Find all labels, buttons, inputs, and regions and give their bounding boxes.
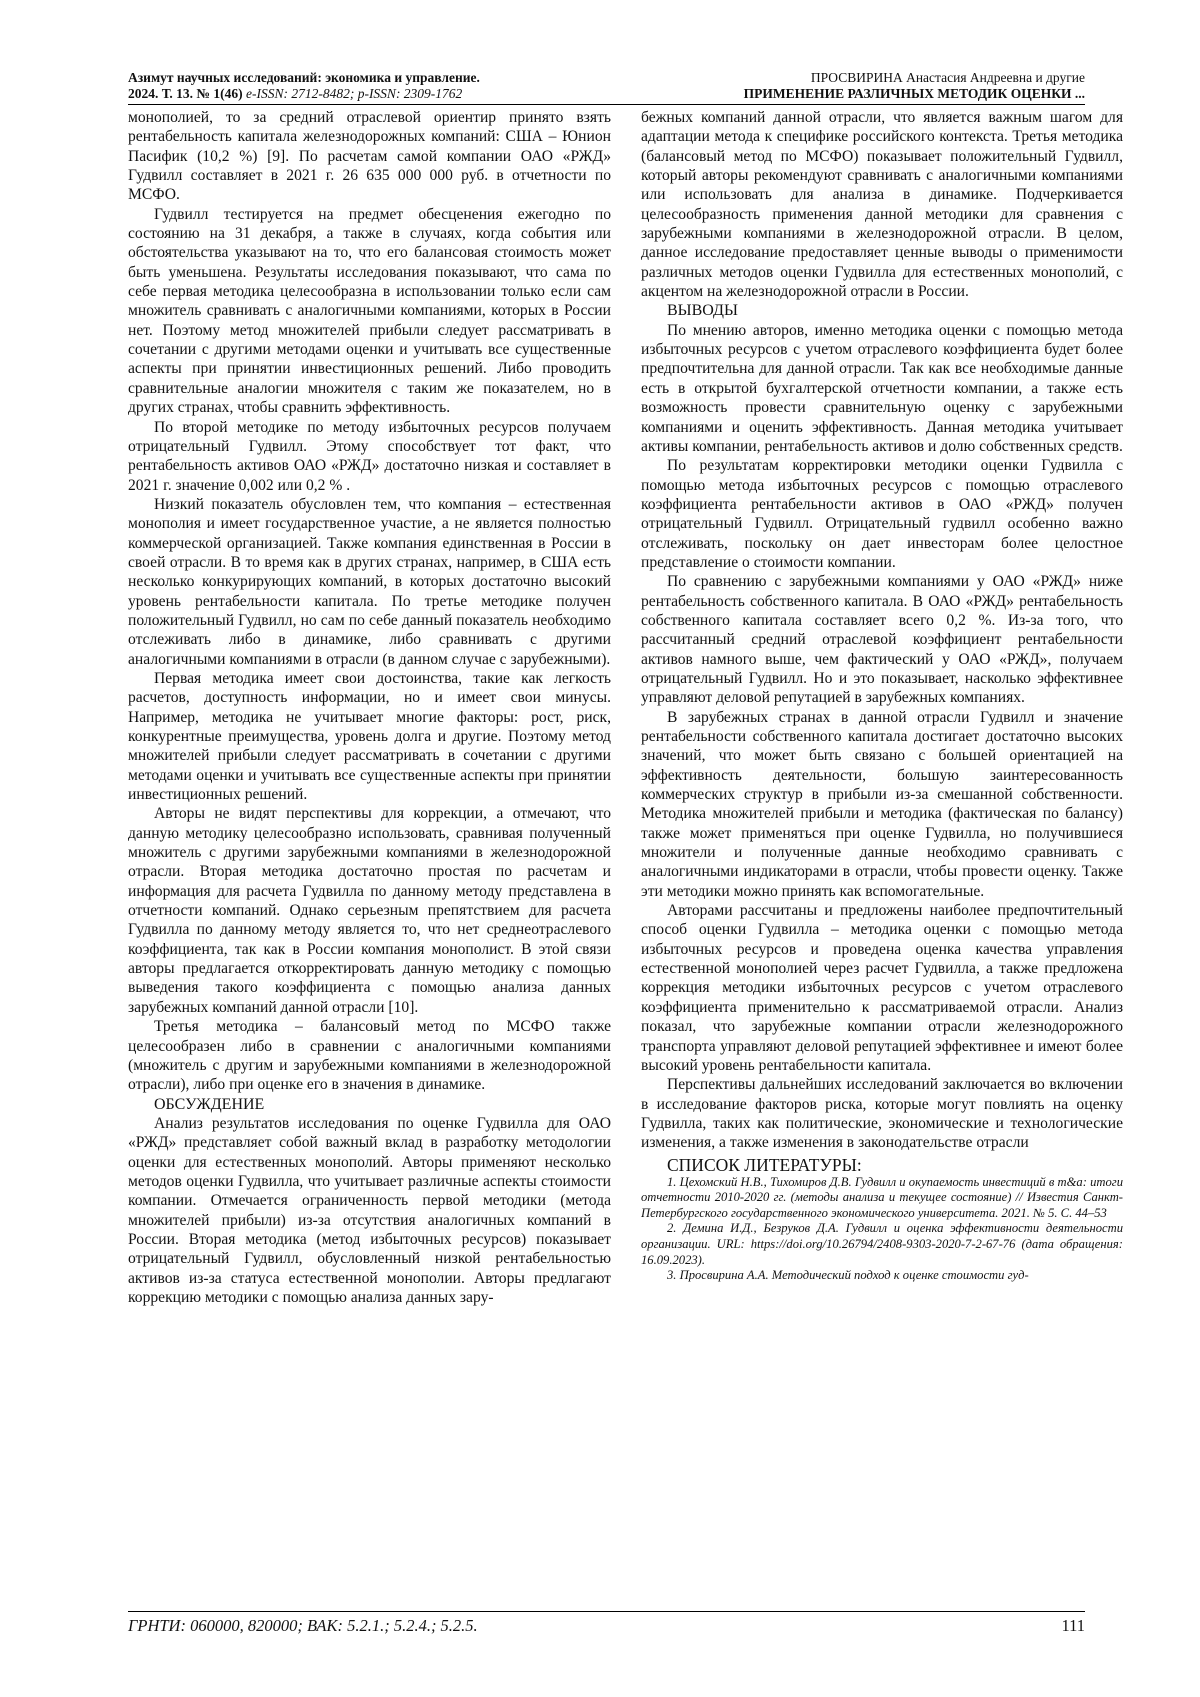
journal-issue: 2024. Т. 13. № 1(46) xyxy=(128,86,243,101)
paragraph: В зарубежных странах в данной отрасли Гудвилл и значение рентабельности собственного капитала достигает достаточно высоких значений, что может быть связано с большей ориентацией на эффективность деятельности, большую заинтересованность коммерческих структур в прибыли из-за смешанной собственности. Методика множителей прибыли и методика (фактическая по балансу) также может применяться при оценке Гудвилла, но получившиеся множители и полученные данные необходимо сравнивать с аналогичными индикаторами в отрасли, чтобы провести оценку. Также эти методики можно принять как вспомогательные. xyxy=(641,708,1123,900)
section-heading-discussion: ОБСУЖДЕНИЕ xyxy=(154,1095,265,1113)
classification-codes: ГРНТИ: 060000, 820000; ВАК: 5.2.1.; 5.2.4.; 5.2.5. xyxy=(128,1616,478,1635)
reference-item: 1. Цехомский Н.В., Тихомиров Д.В. Гудвилл и окупаемость инвестиций в т&а: итоги отчетности 2010-2020 гг. (методы анализа и текущее состояние) // Известия Санкт-Петербургского государственного экономического университета. 2021. № 5. С. 44–53 xyxy=(641,1174,1123,1220)
paragraph: Авторы не видят перспективы для коррекции, а отмечают, что данную методику целесообразно использовать, сравнивая полученный множитель с другими зарубежными компаниями в железнодорожной отрасли. Вторая методика достаточно простая по расчетам и информация для расчета Гудвилла по данному методу представлена в отчетности компаний. Однако серьезным препятствием для расчета Гудвилла по данному методу является то, что нет среднеотраслевого коэффициента, так как в России компания монополист. В этой связи авторы предлагается откорректировать данную методику с помощью выведения такого коэффициента с помощью анализа данных зарубежных компаний данной отрасли [10]. xyxy=(128,805,611,1016)
right-column xyxy=(641,108,1123,1608)
left-column xyxy=(128,108,611,1608)
paragraph: Анализ результатов исследования по оценке Гудвилла для ОАО «РЖД» представляет собой важный вклад в разработку методологии оценки для естественных монополий. Авторы применяют несколько методов оценки Гудвилла, что учитывает различные аспекты стоимости компании. Отмечается ограниченность первой методики (метода множителей прибыли) из-за отсутствия аналогичных компаний в России. Вторая методика (метод избыточных ресурсов) показывает отрицательный Гудвилл, обусловленный низкой рентабельностью активов из-за статуса естественной монополии. Авторы предлагают коррекцию методики с помощью анализа данных зару- xyxy=(128,1114,611,1306)
paragraph: Первая методика имеет свои достоинства, такие как легкость расчетов, доступность информации, но и имеет свои минусы. Например, методика не учитывает многие факторы: рост, риск, конкурентные преимущества, уровень долга и другие. Поэтому метод множителей прибыли следует рассматривать в сочетании с другими методами оценки и учитывать все существенные аспекты при принятии инвестиционных решений. xyxy=(128,669,611,804)
references-title: СПИСОК ЛИТЕРАТУРЫ: xyxy=(667,1154,862,1175)
paragraph: По второй методике по методу избыточных ресурсов получаем отрицательный Гудвилл. Этому способствует тот факт, что рентабельность активов ОАО «РЖД» достаточно низкая и составляет в 2021 г. значение 0,002 или 0,2 % . xyxy=(128,418,611,494)
article-running-title: ПРИМЕНЕНИЕ РАЗЛИЧНЫХ МЕТОДИК ОЦЕНКИ ... xyxy=(743,86,1085,101)
paragraph: Гудвилл тестируется на предмет обесценения ежегодно по состоянию на 31 декабря, а также в случаях, когда события или обстоятельства указывают на то, что его балансовая стоимость может быть уменьшена. Результаты исследования показывают, что сама по себе первая методика целесообразна в использовании только если сам множитель сравнивать с аналогичными компаниями, которых в России нет. Поэтому метод множителей прибыли следует рассматривать в сочетании с другими методами оценки и учитывать все существенные аспекты при принятии инвестиционных решений. Либо проводить сравнительные аналогии множителя с таким же показателем, но в других странах, чтобы сравнить эффективность. xyxy=(128,205,611,417)
reference-item: 2. Демина И.Д., Безруков Д.А. Гудвилл и оценка эффективности деятельности организации. URL: https://doi.org/10.26794/2408-9303-2020-7-2-67-76 (дата обращения: 16.09.2023). xyxy=(641,1221,1123,1267)
page-number: 111 xyxy=(1061,1616,1085,1635)
paragraph: Перспективы дальнейших исследований заключается во включении в исследование факторов риска, которые могут повлиять на оценку Гудвилла, таких как политические, экономические и технологические изменения, а также изменения в законодательстве отрасли xyxy=(641,1076,1123,1152)
reference-item: 3. Просвирина А.А. Методический подход к оценке стоимости гуд- xyxy=(667,1268,1029,1283)
journal-title: Азимут научных исследований: экономика и управление. xyxy=(128,70,480,85)
paragraph: По результатам корректировки методики оценки Гудвилла с помощью метода избыточных ресурсов с помощью отраслевого коэффициента рентабельности активов в ОАО «РЖД» получен отрицательный Гудвилл. Отрицательный гудвилл особенно важно отслеживать, поскольку он дает инвесторам более целостное представление о стоимости компании. xyxy=(641,457,1123,571)
footer-divider xyxy=(128,1611,1085,1612)
paragraph: Авторами рассчитаны и предложены наиболее предпочтительный способ оценки Гудвилла – методика оценки с помощью метода избыточных ресурсов и проведена оценка качества управления естественной монополией через расчет Гудвилла, а также предложена коррекция методики избыточных ресурсов с учетом отраслевого коэффициента применительно к рассматриваемой отрасли. Анализ показал, что зарубежные компании отрасли железнодорожного транспорта управляют деловой репутацией эффективнее и имеют более высокий уровень рентабельности капитала. xyxy=(641,902,1123,1074)
article-header xyxy=(565,70,1085,102)
header-divider xyxy=(128,104,1085,105)
paragraph: Третья методика – балансовый метод по МСФО также целесообразен либо в сравнении с аналогичными компаниями (множитель с другим и зарубежными компаниями в железнодорожной отрасли), либо при оценке его в значения в динамике. xyxy=(128,1018,611,1094)
paragraph: бежных компаний данной отрасли, что является важным шагом для адаптации метода к специфике российского контекста. Третья методика (балансовый метод по МСФО) показывает положительный Гудвилл, который авторы рекомендуют сравнивать с аналогичными компаниями или использовать для анализа в динамике. Подчеркивается целесообразность применения данной методики для сравнения с зарубежными компаниями в железнодорожной отрасли. В целом, данное исследование предоставляет ценные выводы о применимости различных методов оценки Гудвилла для естественных монополий, с акцентом на железнодорожной отрасли в России. xyxy=(641,109,1123,301)
paragraph: По сравнению с зарубежными компаниями у ОАО «РЖД» ниже рентабельность собственного капитала. В ОАО «РЖД» рентабельность собственного капитала составляет всего 0,2 %. Из-за того, что рассчитанный средний отраслевой коэффициент рентабельности активов намного выше, чем фактический у ОАО «РЖД», получаем отрицательный Гудвилл. Но и это показывает, насколько эффективнее управляют деловой репутацией в зарубежных компаниях. xyxy=(641,573,1123,707)
journal-issn: e-ISSN: 2712-8482; p-ISSN: 2309-1762 xyxy=(245,86,463,101)
section-heading-conclusions: ВЫВОДЫ xyxy=(667,302,738,320)
paragraph: По мнению авторов, именно методика оценки с помощью метода избыточных ресурсов с учетом отраслевого коэффициента будет более предпочтительна для данной отрасли. Так как все необходимые данные есть в открытой бухгалтерской отчетности компании, а также есть возможность провести сравнительную оценку с зарубежными компаниями и оценить эффективность. Данная методика учитывает активы компании, рентабельность активов и долю собственных средств. xyxy=(641,321,1123,455)
paragraph: монополией, то за средний отраслевой ориентир принято взять рентабельность капитала железнодорожных компаний: США – Юнион Пасифик (10,2 %) [9]. По расчетам самой компании ОАО «РЖД» Гудвилл составляет в 2021 г. 26 635 000 000 руб. в отчетности по МСФО. xyxy=(128,109,611,204)
article-authors: ПРОСВИРИНА Анастасия Андреевна и другие xyxy=(810,70,1085,85)
paragraph: Низкий показатель обусловлен тем, что компания – естественная монополия и имеет государственное участие, а не является полностью коммерческой организацией. Также компания единственная в России в своей отрасли. В то время как в других странах, например, в США есть несколько конкурирующих компаний, в которых достаточно высокий уровень рентабельности капитала. По третье методике получен положительный Гудвилл, но сам по себе данный показатель необходимо отслеживать либо в динамике, либо сравнивать с другими аналогичными компаниями в отрасли (в данном случае с зарубежными). xyxy=(128,495,611,668)
